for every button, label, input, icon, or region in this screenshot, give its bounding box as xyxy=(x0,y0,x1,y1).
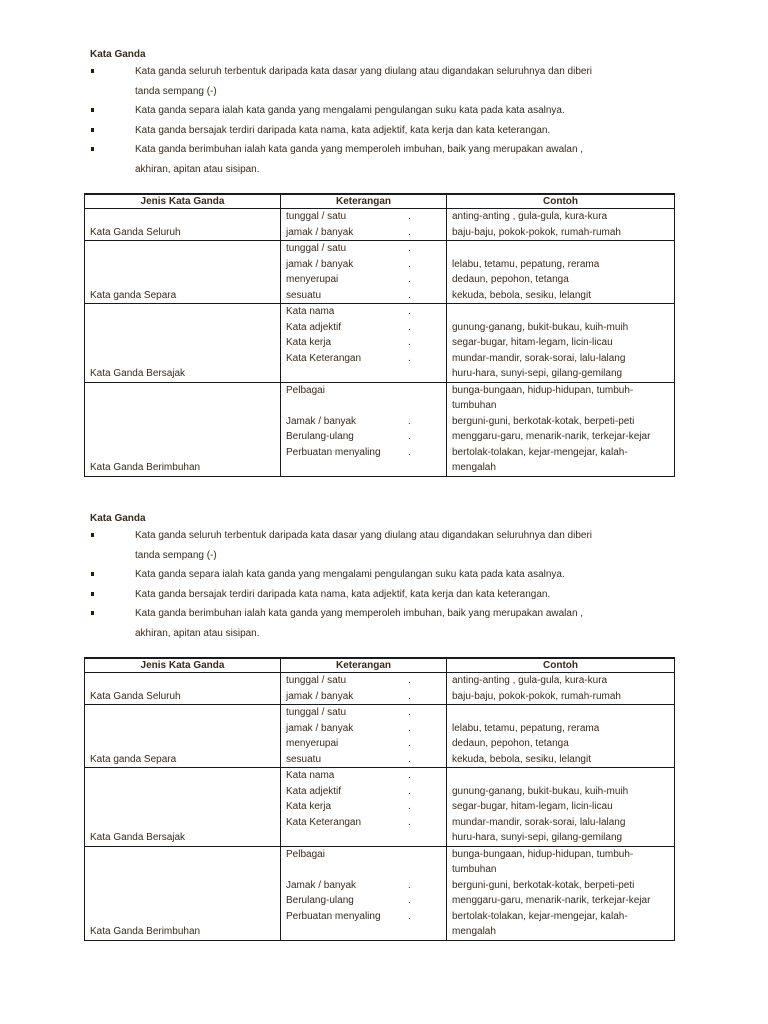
table-header-row xyxy=(85,194,675,209)
contoh-line: dedaun, pepohon, tetanga xyxy=(452,274,569,285)
keterangan-cell xyxy=(281,382,447,476)
kata-ganda-table xyxy=(84,193,675,477)
contoh-line: segar-bugar, hitam-legam, licin-licau xyxy=(452,801,613,812)
keterangan-cell xyxy=(281,209,447,241)
contoh-cell xyxy=(447,241,675,304)
keterangan-line: jamak / banyak . xyxy=(286,258,411,270)
contoh-line: lelabu, tetamu, pepatung, rerama xyxy=(452,258,600,270)
jenis-cell: Kata Ganda Seluruh xyxy=(85,209,281,241)
bullet-text: Kata ganda berimbuhan ialah kata ganda yang memperoleh imbuhan, baik yang merupakan awalan , akhiran, apitan atau sisipan. xyxy=(135,608,584,639)
keterangan-line xyxy=(286,398,441,414)
column-header: Keterangan xyxy=(281,658,447,673)
jenis-cell: Kata Ganda Seluruh xyxy=(85,673,281,705)
bullet-list xyxy=(84,62,676,179)
keterangan-line: Berulang-ulang . xyxy=(286,431,411,442)
keterangan-line: jamak / banyak . xyxy=(286,722,411,734)
keterangan-line: jamak / banyak . xyxy=(286,690,411,702)
contoh-line: berguni-guni, berkotak-kotak, berpeti-peti xyxy=(452,415,635,427)
keterangan-cell xyxy=(281,241,447,304)
contoh-cell xyxy=(447,673,675,705)
table-row xyxy=(85,673,675,705)
contoh-line: bertolak-tolakan, kejar-mengejar, kalah- xyxy=(452,446,628,458)
contoh-line: mundar-mandir, sorak-sorai, lalu-lalang xyxy=(452,816,626,828)
column-header: Jenis Kata Ganda xyxy=(85,658,281,673)
contoh-line xyxy=(452,241,669,257)
table-row xyxy=(85,768,675,847)
keterangan-cell xyxy=(281,705,447,768)
keterangan-line: tunggal / satu . xyxy=(286,675,411,686)
contoh-cell xyxy=(447,705,675,768)
keterangan-line: menyerupai . xyxy=(286,738,411,749)
contoh-line: baju-baju, pokok-pokok, rumah-rumah xyxy=(452,226,621,238)
bullet-marker-icon xyxy=(91,128,94,132)
contoh-line: gunung-ganang, bukit-bukau, kuih-muih xyxy=(452,321,629,333)
keterangan-line: Berulang-ulang . xyxy=(286,895,411,906)
keterangan-line: Kata nama . xyxy=(286,306,411,317)
keterangan-line: tunggal / satu . xyxy=(286,707,411,718)
bullet-marker-icon xyxy=(91,592,94,596)
keterangan-cell xyxy=(281,846,447,940)
keterangan-line: sesuatu . xyxy=(286,289,411,301)
column-header: Jenis Kata Ganda xyxy=(85,194,281,209)
contoh-line: berguni-guni, berkotak-kotak, berpeti-peti xyxy=(452,879,635,891)
column-header: Contoh xyxy=(447,194,675,209)
keterangan-line: tunggal / satu . xyxy=(286,243,411,254)
bullet-item xyxy=(84,604,676,643)
keterangan-line: Kata Keterangan . xyxy=(286,352,411,364)
contoh-line: huru-hara, sunyi-sepi, gilang-gemilang xyxy=(452,832,623,843)
bullet-marker-icon xyxy=(91,69,94,73)
bullet-item xyxy=(84,140,676,179)
contoh-line: huru-hara, sunyi-sepi, gilang-gemilang xyxy=(452,368,623,379)
column-header: Contoh xyxy=(447,658,675,673)
contoh-line xyxy=(452,304,669,320)
keterangan-line: Jamak / banyak . xyxy=(286,879,411,891)
jenis-cell: Kata ganda Separa xyxy=(85,705,281,768)
bullet-text: Kata ganda seluruh terbentuk daripada kata dasar yang diulang atau digandakan seluruhnya dan diberi tanda sempang (-) xyxy=(135,530,593,561)
keterangan-line xyxy=(286,862,441,878)
keterangan-cell xyxy=(281,673,447,705)
section-2 xyxy=(84,512,676,941)
keterangan-line: Kata adjektif . xyxy=(286,321,411,333)
contoh-line: kekuda, bebola, sesiku, lelangit xyxy=(452,289,591,301)
bullet-text: Kata ganda separa ialah kata ganda yang mengalami pengulangan suku kata pada kata asalnya. xyxy=(135,569,565,580)
section-title: Kata Ganda xyxy=(90,513,146,524)
keterangan-line xyxy=(286,460,441,476)
keterangan-line: Kata Keterangan . xyxy=(286,816,411,828)
contoh-line: menggaru-garu, menarik-narik, terkejar-kejar xyxy=(452,431,651,442)
bullet-item xyxy=(84,62,676,101)
bullet-marker-icon xyxy=(91,108,94,112)
bullet-text: Kata ganda bersajak terdiri daripada kata nama, kata adjektif, kata kerja dan kata keterangan. xyxy=(135,588,551,600)
keterangan-line: Kata nama . xyxy=(286,770,411,781)
bullet-item xyxy=(84,101,676,121)
contoh-line xyxy=(452,705,669,721)
bullet-marker-icon xyxy=(91,147,94,151)
kata-ganda-table xyxy=(84,657,675,941)
contoh-line: kekuda, bebola, sesiku, lelangit xyxy=(452,753,591,765)
table-header-row xyxy=(85,658,675,673)
table-row xyxy=(85,209,675,241)
keterangan-line xyxy=(286,924,441,940)
keterangan-line: sesuatu . xyxy=(286,753,411,765)
bullet-list xyxy=(84,526,676,643)
jenis-cell: Kata Ganda Berimbuhan xyxy=(85,382,281,476)
contoh-line: mengalah xyxy=(452,926,496,937)
contoh-line: menggaru-garu, menarik-narik, terkejar-kejar xyxy=(452,895,651,906)
bullet-item xyxy=(84,121,676,141)
contoh-line: tumbuhan xyxy=(452,400,497,411)
contoh-line: anting-anting , gula-gula, kura-kura xyxy=(452,675,608,686)
contoh-cell xyxy=(447,768,675,847)
bullet-item xyxy=(84,565,676,585)
jenis-cell: Kata ganda Separa xyxy=(85,241,281,304)
keterangan-line: Pelbagai xyxy=(286,848,325,860)
bullet-text: Kata ganda berimbuhan ialah kata ganda yang memperoleh imbuhan, baik yang merupakan awalan , akhiran, apitan atau sisipan. xyxy=(135,144,584,175)
contoh-line: bunga-bungaan, hidup-hidupan, tumbuh- xyxy=(452,384,634,396)
table-row xyxy=(85,241,675,304)
contoh-line: tumbuhan xyxy=(452,864,497,875)
keterangan-line xyxy=(286,830,441,846)
contoh-line: segar-bugar, hitam-legam, licin-licau xyxy=(452,337,613,348)
keterangan-line: Perbuatan menyaling . xyxy=(286,910,411,922)
contoh-line: mundar-mandir, sorak-sorai, lalu-lalang xyxy=(452,352,626,364)
column-header: Keterangan xyxy=(281,194,447,209)
keterangan-line xyxy=(286,366,441,382)
jenis-cell: Kata Ganda Bersajak xyxy=(85,768,281,847)
contoh-line xyxy=(452,768,669,784)
contoh-line: anting-anting , gula-gula, kura-kura xyxy=(452,211,608,222)
bullet-text: Kata ganda separa ialah kata ganda yang mengalami pengulangan suku kata pada kata asalnya. xyxy=(135,105,565,116)
section-1 xyxy=(84,48,676,477)
keterangan-line: Kata adjektif . xyxy=(286,785,411,797)
contoh-line: bertolak-tolakan, kejar-mengejar, kalah- xyxy=(452,910,628,922)
contoh-line: mengalah xyxy=(452,462,496,473)
table-row xyxy=(85,304,675,383)
keterangan-line: Kata kerja . xyxy=(286,337,411,348)
contoh-cell xyxy=(447,846,675,940)
contoh-line: dedaun, pepohon, tetanga xyxy=(452,738,569,749)
table-row xyxy=(85,705,675,768)
keterangan-line: Perbuatan menyaling . xyxy=(286,446,411,458)
keterangan-line: Jamak / banyak . xyxy=(286,415,411,427)
bullet-text: Kata ganda bersajak terdiri daripada kata nama, kata adjektif, kata kerja dan kata keterangan. xyxy=(135,124,551,136)
keterangan-line: jamak / banyak . xyxy=(286,226,411,238)
bullet-marker-icon xyxy=(91,533,94,537)
bullet-marker-icon xyxy=(91,572,94,576)
keterangan-line: Pelbagai xyxy=(286,384,325,396)
bullet-marker-icon xyxy=(91,611,94,615)
keterangan-cell xyxy=(281,768,447,847)
keterangan-line: Kata kerja . xyxy=(286,801,411,812)
bullet-item xyxy=(84,526,676,565)
jenis-cell: Kata Ganda Bersajak xyxy=(85,304,281,383)
table-row xyxy=(85,846,675,940)
section-title: Kata Ganda xyxy=(90,49,146,60)
contoh-line: gunung-ganang, bukit-bukau, kuih-muih xyxy=(452,785,629,797)
bullet-item xyxy=(84,585,676,605)
contoh-cell xyxy=(447,304,675,383)
contoh-line: baju-baju, pokok-pokok, rumah-rumah xyxy=(452,690,621,702)
keterangan-cell xyxy=(281,304,447,383)
contoh-line: lelabu, tetamu, pepatung, rerama xyxy=(452,722,600,734)
table-row xyxy=(85,382,675,476)
keterangan-line: menyerupai . xyxy=(286,274,411,285)
keterangan-line: tunggal / satu . xyxy=(286,211,411,222)
contoh-cell xyxy=(447,382,675,476)
jenis-cell: Kata Ganda Berimbuhan xyxy=(85,846,281,940)
contoh-cell xyxy=(447,209,675,241)
bullet-text: Kata ganda seluruh terbentuk daripada kata dasar yang diulang atau digandakan seluruhnya dan diberi tanda sempang (-) xyxy=(135,66,593,97)
contoh-line: bunga-bungaan, hidup-hidupan, tumbuh- xyxy=(452,848,634,860)
